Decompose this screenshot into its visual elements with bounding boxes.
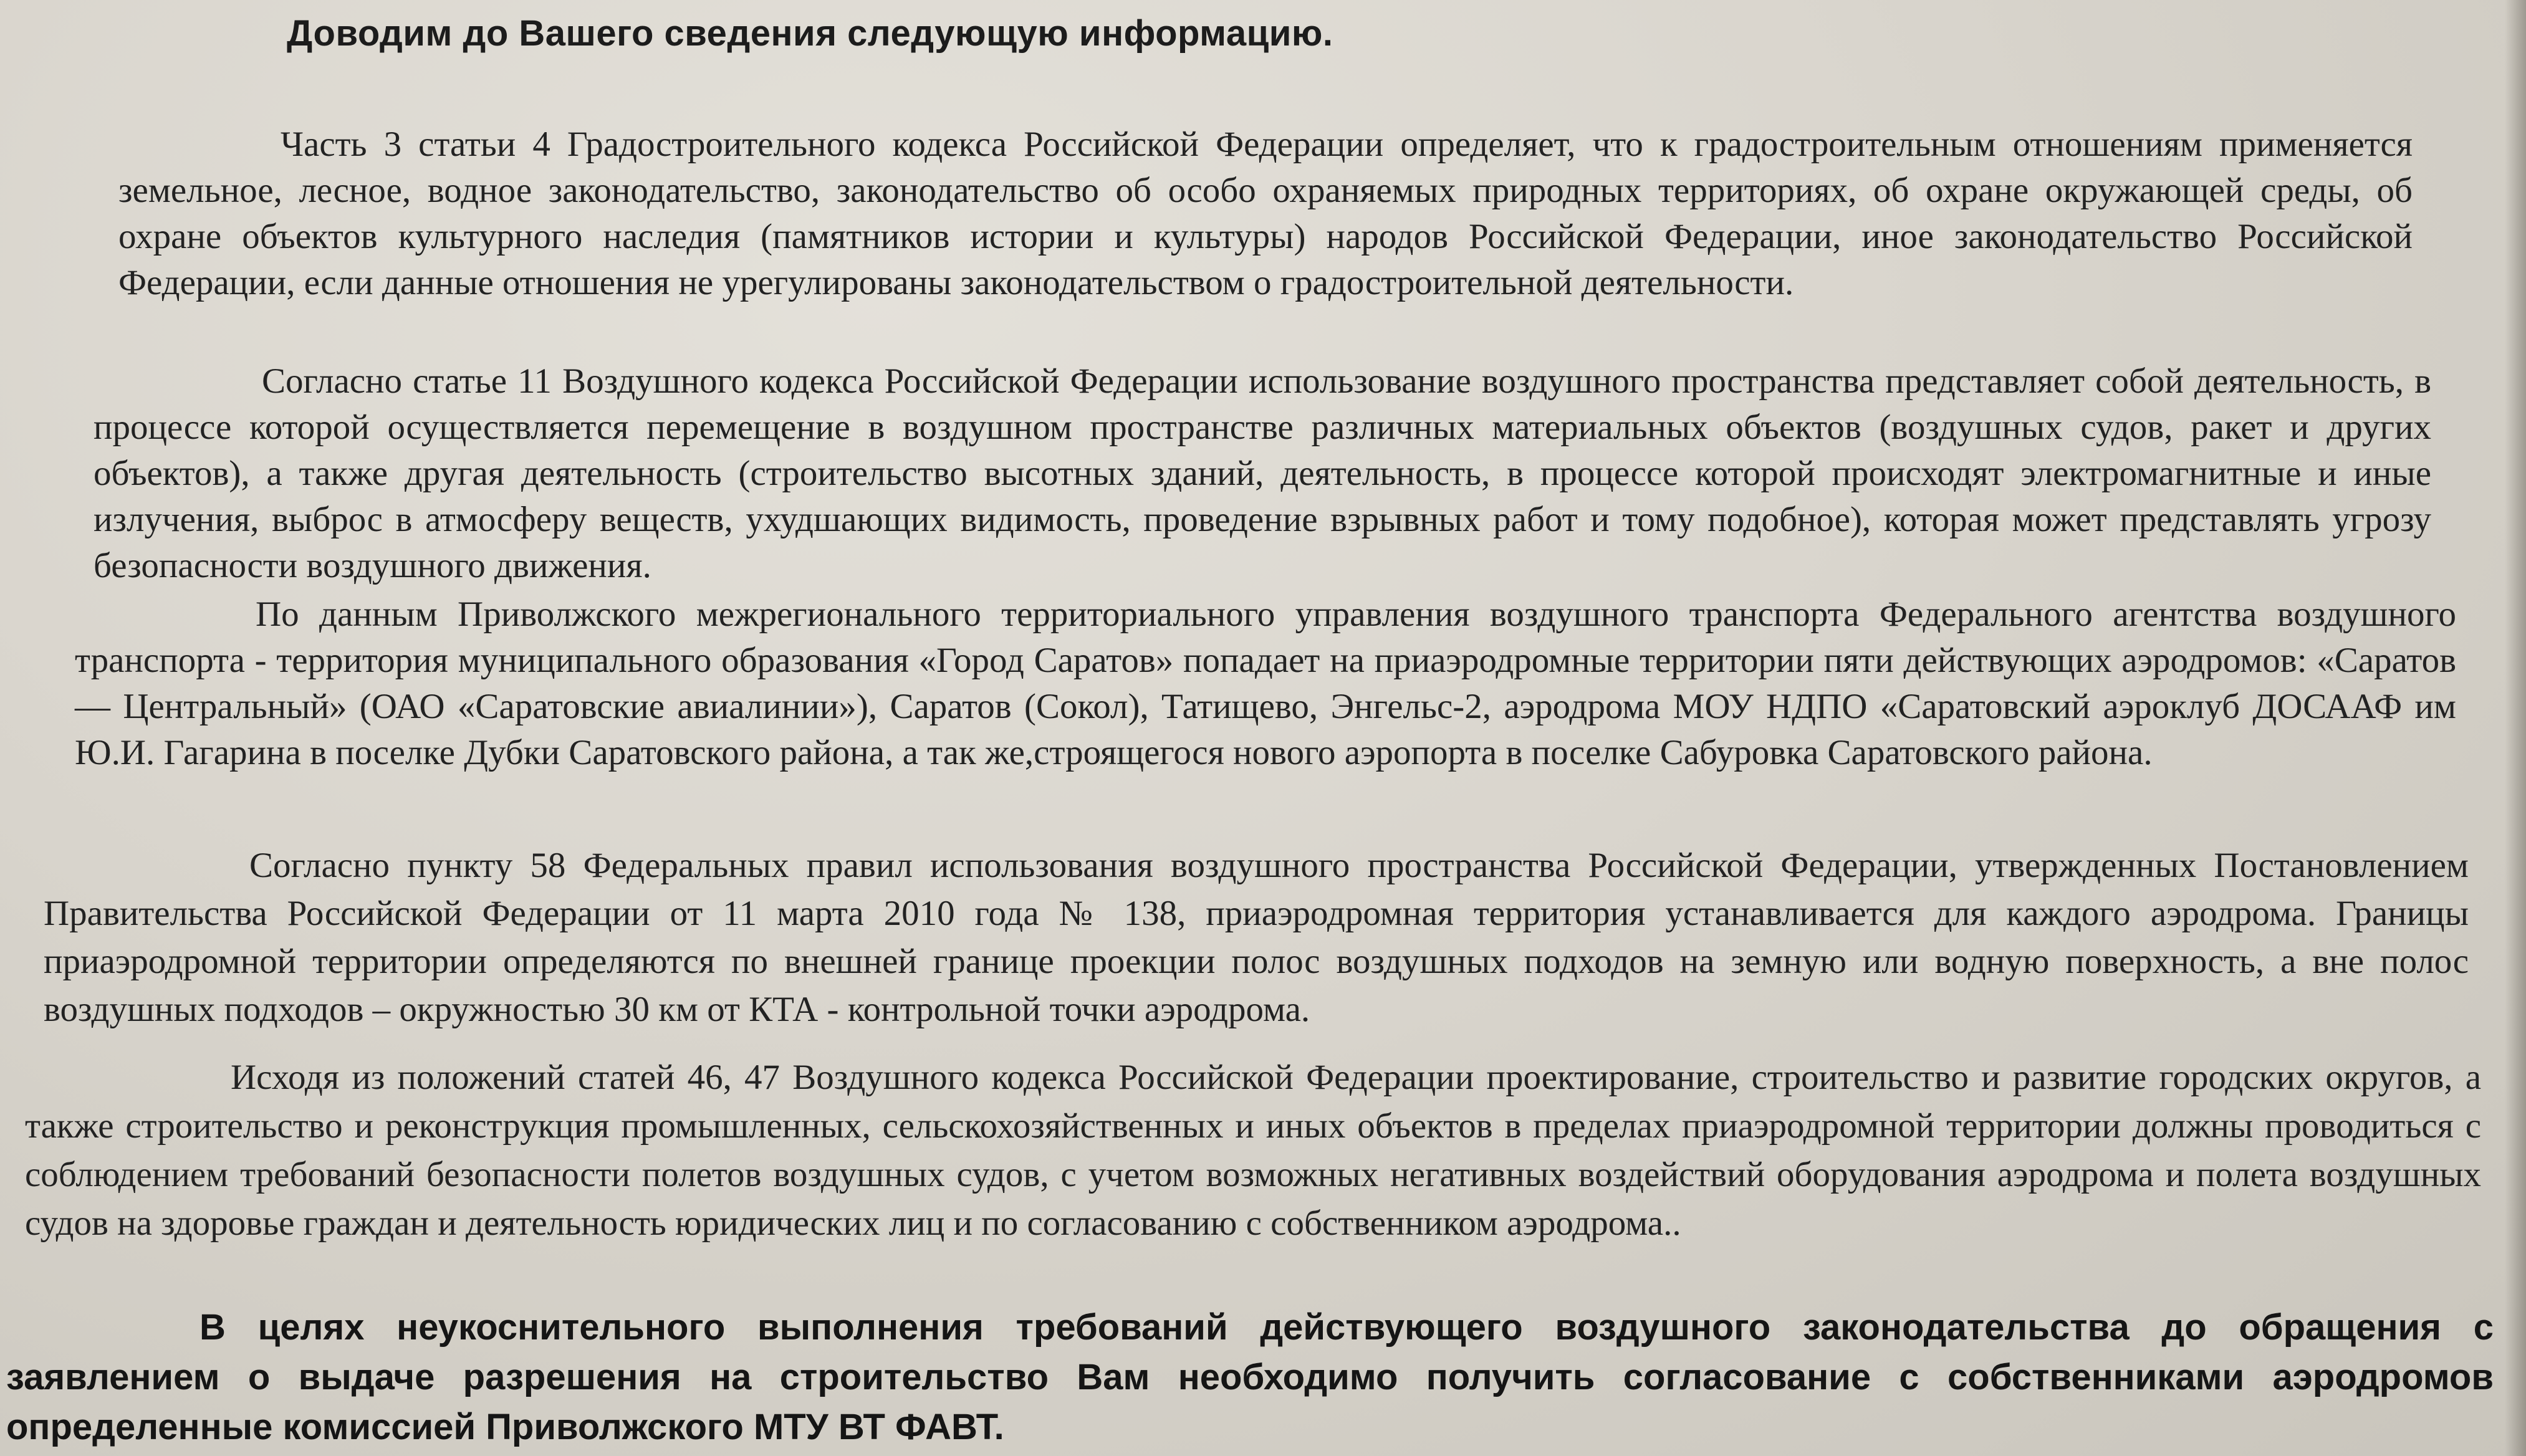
document-heading: Доводим до Вашего сведения следующую информацию. xyxy=(287,13,1333,54)
page-edge-shadow xyxy=(2505,0,2526,1456)
paragraph-federal-rules-item-58: Согласно пункту 58 Федеральных правил использования воздушного пространства Российской Федерации, утвержденных Постановлением Правительства Российской Федерации от 11 марта 2010 года № 138, приаэродромная территория устанавливается для каждого аэродрома. Границы приаэродромной территории определяются по внешней границе проекции полос воздушных подходов на земную или водную поверхность, а вне полос воздушных подходов – окружностью 30 км от КТА - контрольной точки аэродрома. xyxy=(44,846,2469,1029)
paragraph-aerodrome-territories: По данным Приволжского межрегионального территориального управления воздушного транспорта Федерального агентства воздушного транспорта - территория муниципального образования «Город Саратов» попадает на приаэродромные территории пяти действующих аэродромов: «Саратов — Центральный» (ОАО «Саратовские авиалинии»), Саратов (Сокол), Татищево, Энгельс-2, аэродрома МОУ НДПО «Саратовский аэроклуб ДОСААФ им Ю.И. Гагарина в поселке Дубки Саратовского района, а так же,строящегося нового аэропорта в поселке Сабуровка Саратовского района. xyxy=(75,595,2456,772)
paragraph-air-code-article-11: Согласно статье 11 Воздушного кодекса Российской Федерации использование воздушного пространства представляет собой деятельность, в процессе которой осуществляется перемещение в воздушном пространстве различных материальных объектов (воздушных судов, ракет и других объектов), а также другая деятельность (строительство высотных зданий, деятельность, в процессе которой происходят электромагнитные и иные излучения, выброс в атмосферу веществ, ухудшающих видимость, проведение взрывных работ и тому подобное), которая может представлять угрозу безопасности воздушного движения. xyxy=(94,362,2431,585)
paragraph-approval-requirement: В целях неукоснительного выполнения требований действующего воздушного законодательства до обращения с заявлением о выдаче разрешения на строительство Вам необходимо получить согласование с собственниками аэродромов определенные комиссией Приволжского МТУ ВТ ФАВТ. xyxy=(6,1307,2494,1447)
paragraph-air-code-articles-46-47: Исходя из положений статей 46, 47 Воздушного кодекса Российской Федерации проектирование, строительство и развитие городских округов, а также строительство и реконструкция промышленных, сельскохозяйственных и иных объектов в пределах приаэродромной территории должны проводиться с соблюдением требований безопасности полетов воздушных судов, с учетом возможных негативных воздействий оборудования аэродрома и полета воздушных судов на здоровье граждан и деятельность юридических лиц и по согласованию с собственником аэродрома.. xyxy=(25,1058,2481,1243)
paragraph-urban-planning-code: Часть 3 статьи 4 Градостроительного кодекса Российской Федерации определяет, что к градостроительным отношениям применяется земельное, лесное, водное законодательство, законодательство об особо охраняемых природных территориях, об охране окружающей среды, об охране объектов культурного наследия (памятников истории и культуры) народов Российской Федерации, иное законодательство Российской Федерации, если данные отношения не урегулированы законодательством о градостроительной деятельности. xyxy=(118,125,2413,302)
